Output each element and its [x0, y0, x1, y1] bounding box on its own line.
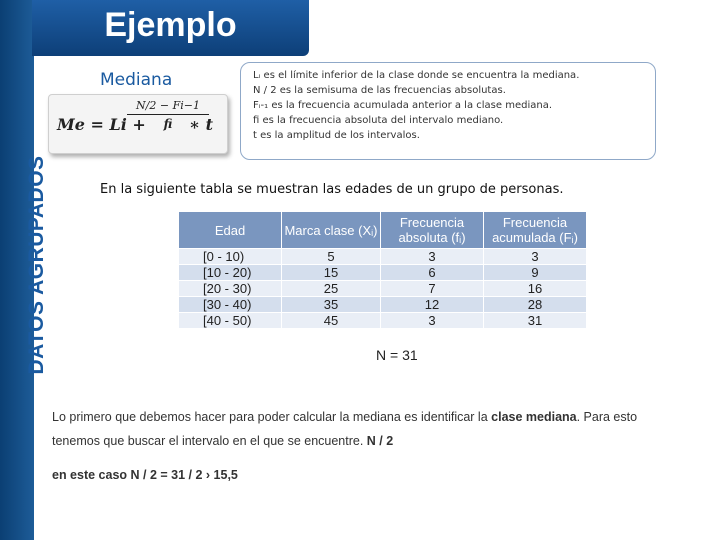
n-total: N = 31: [376, 347, 418, 363]
header-edad: Edad: [179, 212, 282, 249]
cell-edad: [30 - 40): [179, 297, 282, 313]
definitions-box: [240, 62, 656, 160]
header-marca-clase: Marca clase (Xᵢ): [282, 212, 381, 249]
definition-t: t es la amplitud de los intervalos.: [253, 130, 420, 141]
cell-marca: 35: [282, 297, 381, 313]
paragraph-line-1: [52, 410, 637, 424]
cell-marca: 5: [282, 249, 381, 265]
cell-acum: 28: [484, 297, 587, 313]
title-banner: [32, 0, 309, 56]
cell-abs: 7: [381, 281, 484, 297]
definition-fi: fi es la frecuencia absoluta del intervalo mediano.: [253, 115, 504, 126]
cell-marca: 45: [282, 313, 381, 329]
formula-rhs: ∗ t: [189, 115, 214, 134]
table-row: [179, 313, 587, 329]
paragraph-line-1-bold: clase mediana: [491, 410, 577, 424]
cell-edad: [20 - 30): [179, 281, 282, 297]
cell-abs: 6: [381, 265, 484, 281]
cell-abs: 3: [381, 313, 484, 329]
formula-numerator: N/2 − Fi−1: [127, 99, 209, 115]
paragraph-line-2: [52, 434, 393, 448]
formula-denominator: fi: [163, 117, 173, 131]
table-row: [179, 265, 587, 281]
definition-li: Lᵢ es el límite inferior de la clase donde se encuentra la mediana.: [253, 70, 580, 81]
cell-edad: [10 - 20): [179, 265, 282, 281]
paragraph-line-2-bold: N / 2: [366, 434, 394, 448]
intro-text: En la siguiente tabla se muestran las edades de un grupo de personas.: [100, 182, 564, 197]
table-row: [179, 281, 587, 297]
table-row: [179, 249, 587, 265]
formula-lhs: Me = Li +: [57, 115, 146, 134]
subtitle: Mediana: [100, 70, 173, 90]
definition-fi-1: Fᵢ-₁ es la frecuencia acumulada anterior a la clase mediana.: [253, 100, 553, 111]
header-frecuencia-absoluta: Frecuencia absoluta (fᵢ): [381, 212, 484, 249]
table-row: [179, 297, 587, 313]
definition-n: N / 2 es la semisuma de las frecuencias absolutas.: [253, 85, 506, 96]
header-frecuencia-acumulada: Frecuencia acumulada (Fᵢ): [484, 212, 587, 249]
paragraph-line-2-text: tenemos que buscar el intervalo en el que se encuentre.: [52, 434, 367, 448]
paragraph-line-1-end: . Para esto: [576, 410, 638, 424]
cell-acum: 9: [484, 265, 587, 281]
frequency-table: [178, 211, 587, 329]
table-header-row: [179, 212, 587, 249]
paragraph-line-3: en este caso N / 2 = 31 / 2 › 15,5: [52, 468, 238, 482]
cell-edad: [0 - 10): [179, 249, 282, 265]
side-label-wrap: [20, 0, 54, 540]
cell-acum: 16: [484, 281, 587, 297]
cell-acum: 3: [484, 249, 587, 265]
cell-acum: 31: [484, 313, 587, 329]
cell-marca: 15: [282, 265, 381, 281]
paragraph-line-1-text: Lo primero que debemos hacer para poder calcular la mediana es identificar la: [52, 410, 492, 424]
formula-box: [48, 94, 228, 154]
cell-abs: 3: [381, 249, 484, 265]
cell-edad: [40 - 50): [179, 313, 282, 329]
side-label: DATOS AGRUPADOS: [25, 155, 48, 375]
page-title: Ejemplo: [104, 6, 237, 44]
cell-marca: 25: [282, 281, 381, 297]
cell-abs: 12: [381, 297, 484, 313]
